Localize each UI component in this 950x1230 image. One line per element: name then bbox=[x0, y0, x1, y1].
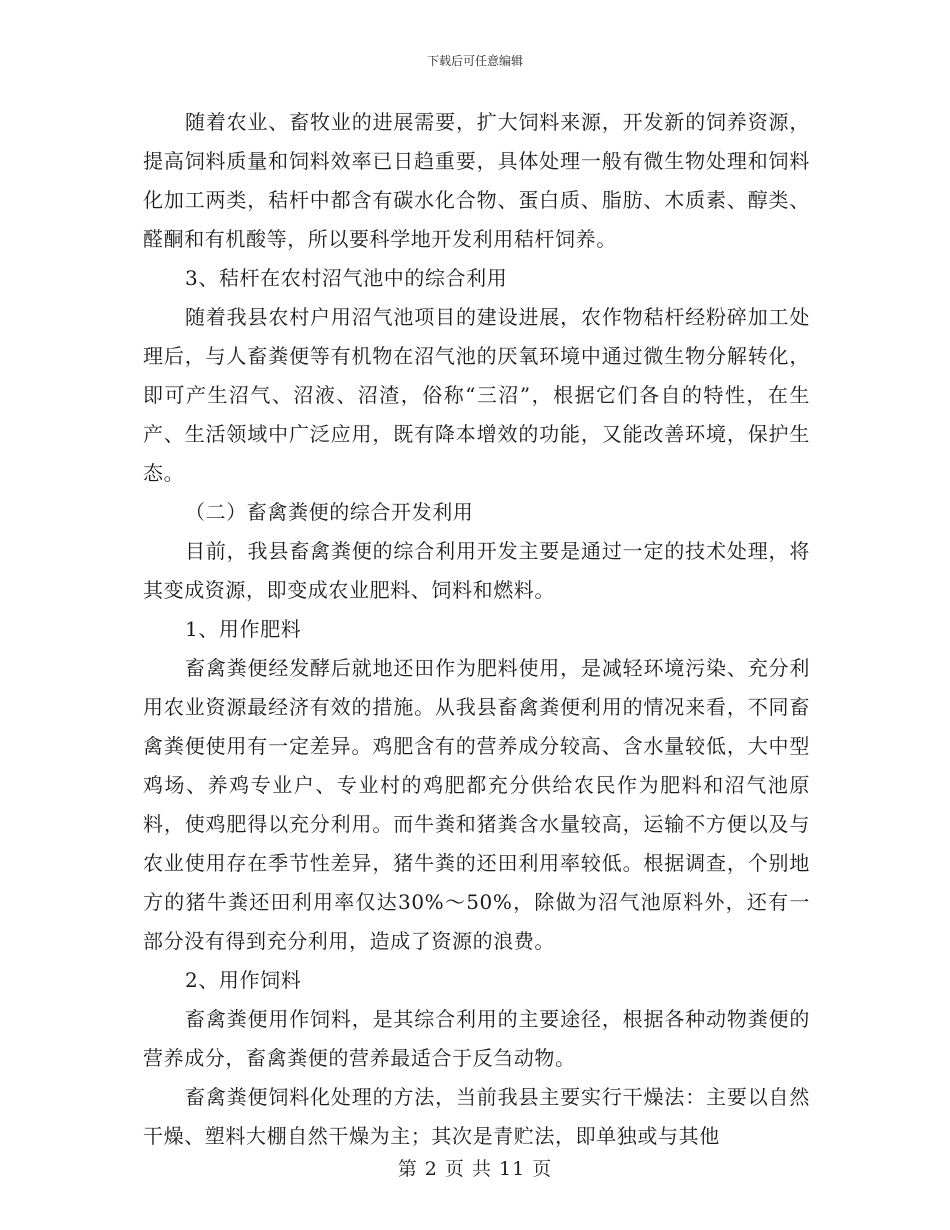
heading-as-fertilizer: 1、用作肥料 bbox=[185, 617, 302, 641]
paragraph-as-feed: 畜禽粪便用作饲料，是其综合利用的主要途径，根据各种动物粪便的营养成分，畜禽粪便的营养最适合于反刍动物。 bbox=[143, 1007, 810, 1070]
heading-manure-utilization: （二）畜禽粪便的综合开发利用 bbox=[185, 500, 474, 524]
page-header: 下载后可任意编辑 bbox=[426, 54, 523, 68]
paragraph-feed-development: 随着农业、畜牧业的进展需要，扩大饲料来源，开发新的饲养资源，提高饲料质量和饲料效率已日趋重要，具体处理一般有微生物处理和饲料化加工两类，秸杆中都含有碳水化合物、蛋白质、脂肪、木质素、醇类、醛酮和有机酸等，所以要科学地开发利用秸杆饲养。 bbox=[143, 110, 810, 251]
paragraph-as-fertilizer: 畜禽粪便经发酵后就地还田作为肥料使用，是减轻环境污染、充分利用农业资源最经济有效的措施。从我县畜禽粪便利用的情况来看，不同畜禽粪便使用有一定差异。鸡肥含有的营养成分较高、含水量较低，大中型鸡场、养鸡专业户、专业村的鸡肥都充分供给农民作为肥料和沼气池原料，使鸡肥得以充分利用。而牛粪和猪粪含水量较高，运输不方便以及与农业使用存在季节性差异，猪牛粪的还田利用率较低。根据调查，个别地方的猪牛粪还田利用率仅达30%～50%，除做为沼气池原料外，还有一部分没有得到充分利用，造成了资源的浪费。 bbox=[143, 656, 810, 953]
paragraph-straw-biogas: 随着我县农村户用沼气池项目的建设进展，农作物秸杆经粉碎加工处理后，与人畜粪便等有机物在沼气池的厌氧环境中通过微生物分解转化，即可产生沼气、沼液、沼渣，俗称“三沼”，根据它们各自的特性，在生产、生活领域中广泛应用，既有降本增效的功能，又能改善环境，保护生态。 bbox=[143, 305, 810, 485]
heading-straw-biogas: 3、秸杆在农村沼气池中的综合利用 bbox=[185, 266, 508, 290]
paragraph-feed-processing: 畜禽粪便饲料化处理的方法，当前我县主要实行干燥法：主要以自然干燥、塑料大棚自然干燥为主；其次是青贮法，即单独或与其他 bbox=[143, 1085, 810, 1148]
document-body bbox=[143, 103, 810, 1156]
heading-as-feed: 2、用作饲料 bbox=[185, 968, 302, 992]
paragraph-manure-overview: 目前，我县畜禽粪便的综合利用开发主要是通过一定的技术处理，将其变成资源，即变成农业肥料、饲料和燃料。 bbox=[143, 539, 810, 602]
page-number-footer: 第 2 页 共 11 页 bbox=[397, 1158, 553, 1180]
